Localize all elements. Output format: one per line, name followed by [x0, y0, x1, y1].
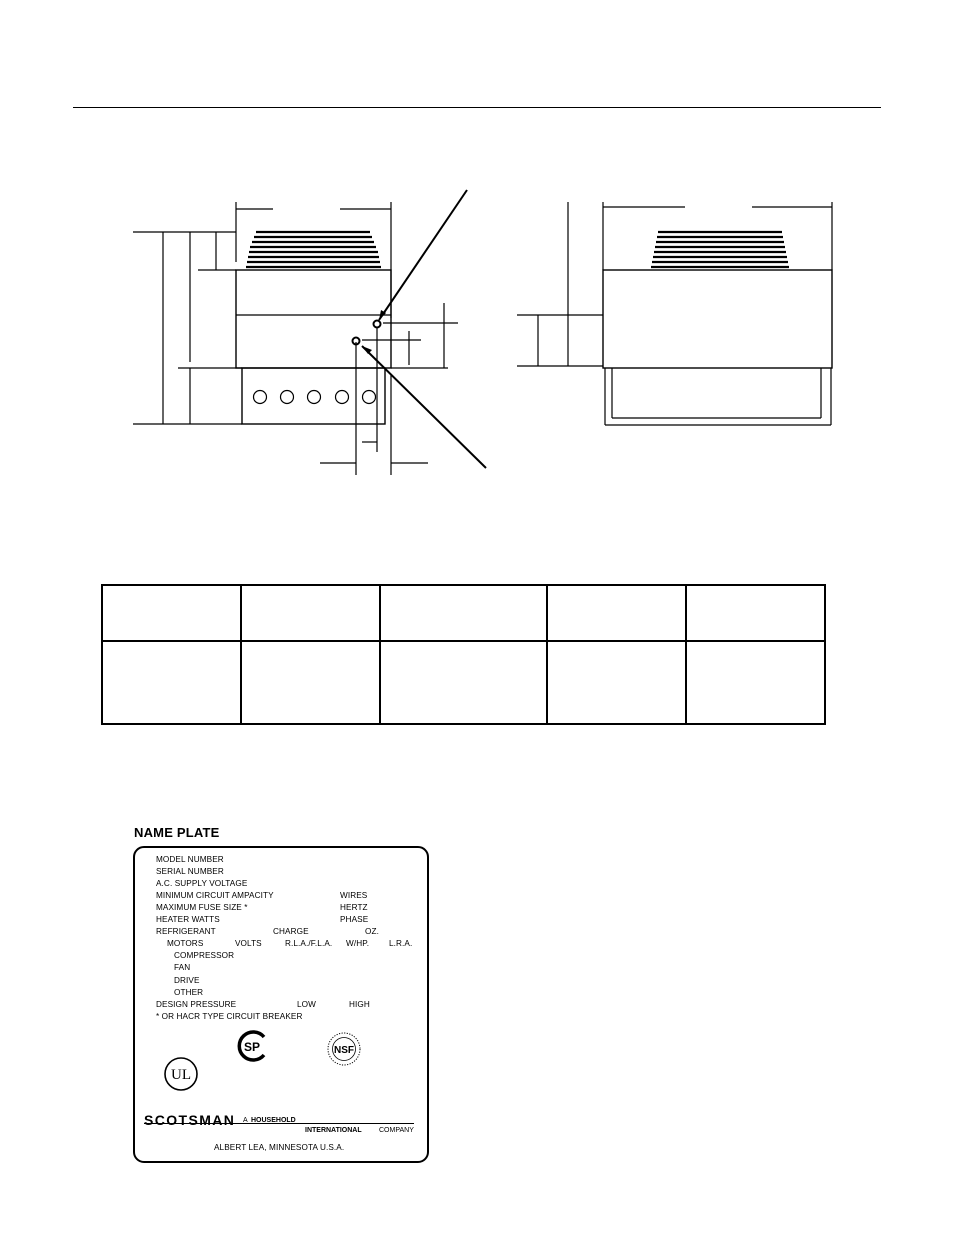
volts-label: VOLTS — [235, 939, 262, 948]
model-number-label: MODEL NUMBER — [156, 855, 224, 864]
charge-label: CHARGE — [273, 927, 309, 936]
table-cell — [241, 641, 380, 724]
csa-logo-icon — [235, 1028, 267, 1064]
name-plate-title: NAME PLATE — [134, 825, 220, 840]
table-cell — [686, 585, 825, 641]
unit-drawings — [0, 170, 954, 500]
table-cell — [380, 641, 547, 724]
nsf-logo-icon — [323, 1031, 365, 1067]
svg-text:UL: UL — [171, 1067, 191, 1083]
motors-label: MOTORS — [167, 939, 204, 948]
max-fuse-size-label: MAXIMUM FUSE SIZE * — [156, 903, 248, 912]
hertz-label: HERTZ — [340, 903, 368, 912]
hacr-note: * OR HACR TYPE CIRCUIT BREAKER — [156, 1012, 303, 1021]
serial-number-label: SERIAL NUMBER — [156, 867, 224, 876]
brand-household: HOUSEHOLD — [251, 1117, 296, 1124]
design-pressure-label: DESIGN PRESSURE — [156, 1000, 237, 1009]
side-view — [517, 202, 832, 425]
high-label: HIGH — [349, 1000, 370, 1009]
table-cell — [547, 585, 686, 641]
name-plate — [133, 846, 429, 1163]
table-row — [102, 585, 825, 641]
phase-label: PHASE — [340, 915, 369, 924]
svg-text:NSF: NSF — [334, 1045, 354, 1056]
wires-label: WIRES — [340, 891, 368, 900]
svg-text:SP: SP — [243, 1040, 261, 1054]
table-cell — [102, 585, 241, 641]
compressor-label: COMPRESSOR — [174, 951, 235, 960]
table-row — [102, 641, 825, 724]
brand-divider — [144, 1123, 414, 1124]
drive-label: DRIVE — [174, 976, 200, 985]
brand-name: SCOTSMAN — [144, 1112, 236, 1128]
table-cell — [686, 641, 825, 724]
lra-label: L.R.A. — [389, 939, 413, 948]
brand-a: A — [243, 1117, 248, 1124]
min-circuit-ampacity-label: MINIMUM CIRCUIT AMPACITY — [156, 891, 274, 900]
brand-international: INTERNATIONAL — [305, 1127, 362, 1134]
front-grille — [246, 232, 381, 267]
table-cell — [102, 641, 241, 724]
other-label: OTHER — [174, 988, 204, 997]
side-grille — [651, 232, 789, 267]
fan-label: FAN — [174, 963, 191, 972]
address: ALBERT LEA, MINNESOTA U.S.A. — [214, 1143, 345, 1152]
heater-watts-label: HEATER WATTS — [156, 915, 220, 924]
refrigerant-label: REFRIGERANT — [156, 927, 216, 936]
brand-company: COMPANY — [379, 1127, 414, 1134]
rla-fla-label: R.L.A./F.L.A. — [285, 939, 333, 948]
table-cell — [547, 641, 686, 724]
ac-supply-voltage-label: A.C. SUPPLY VOLTAGE — [156, 879, 248, 888]
low-label: LOW — [297, 1000, 316, 1009]
whp-label: W/HP. — [346, 939, 370, 948]
front-view — [133, 190, 486, 475]
oz-label: OZ. — [365, 927, 379, 936]
table-cell — [241, 585, 380, 641]
spec-table — [101, 584, 826, 725]
ul-logo-icon — [163, 1056, 199, 1092]
header-rule — [73, 107, 881, 108]
table-cell — [380, 585, 547, 641]
